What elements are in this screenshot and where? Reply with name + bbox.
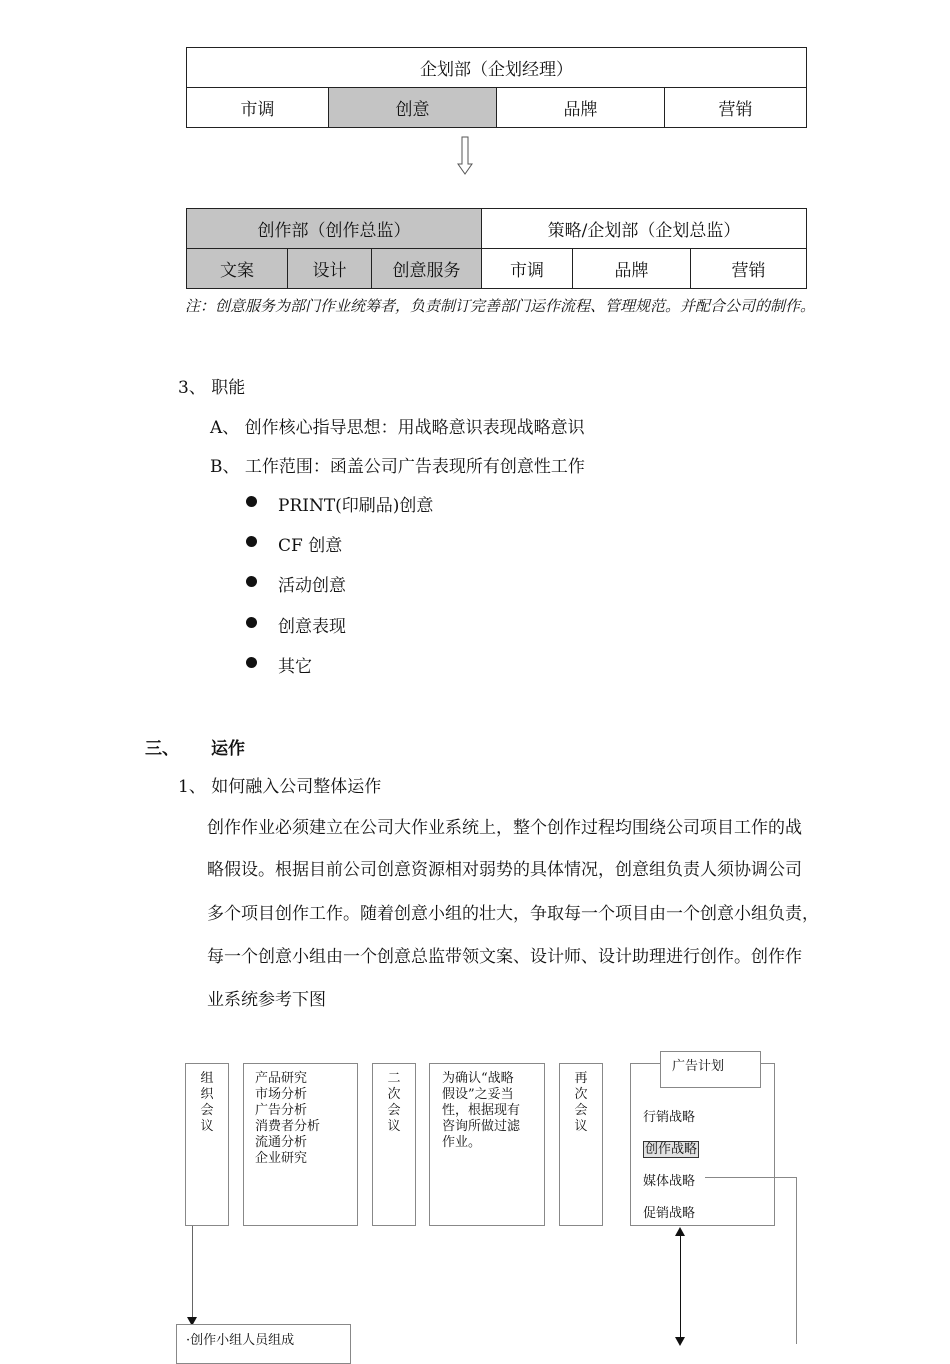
- org-cell-copywriting: 文案: [187, 249, 288, 289]
- subsection-title: 1、 如何融入公司整体运作: [178, 777, 382, 797]
- org-header-strategy: 策略/企划部（企划总监）: [482, 209, 807, 249]
- arrow-down-icon: [457, 136, 473, 176]
- org-cell-creative-service: 创意服务: [372, 249, 482, 289]
- item-b: B、 工作范围：函盖公司广告表现所有创意性工作: [210, 457, 585, 477]
- flow-label-team: ·创作小组人员组成: [186, 1333, 295, 1348]
- org-cell-marketing: 营销: [691, 249, 807, 289]
- flow-connector: [192, 1226, 193, 1318]
- bullet-icon: [246, 617, 257, 628]
- paragraph-line: 业系统参考下图: [207, 990, 326, 1010]
- flow-connector: [796, 1177, 797, 1344]
- flow-connector: [680, 1235, 681, 1338]
- org-table-creative: [186, 208, 807, 289]
- paragraph-line: 每一个创意小组由一个创意总监带领文案、设计师、设计助理进行创作。创作作: [207, 947, 802, 967]
- bullet-item: CF 创意: [278, 536, 343, 556]
- section-title: 3、 职能: [178, 378, 246, 398]
- org-cell-marketing: 营销: [665, 88, 807, 128]
- org-header-creative: 创作部（创作总监）: [187, 209, 482, 249]
- flow-label-plan-title: 广告计划: [672, 1059, 725, 1074]
- flow-plan-items: 行销战略 创作战略 媒体战略 促销战略: [643, 1110, 698, 1221]
- flow-label-research: 产品研究 市场分析 广告分析 消费者分析 流通分析 企业研究: [255, 1071, 321, 1166]
- item-a: A、 创作核心指导思想：用战略意识表现战略意识: [210, 418, 585, 438]
- paragraph-line: 略假设。根据目前公司创意资源相对弱势的具体情况，创意组负责人须协调公司: [207, 860, 802, 880]
- org-cell-research: 市调: [482, 249, 573, 289]
- bullet-icon: [246, 496, 257, 507]
- org-cell-research: 市调: [187, 88, 329, 128]
- table-note: 注：创意服务为部门作业统筹者，负责制订完善部门运作流程、管理规范。并配合公司的制作。: [185, 297, 816, 315]
- org-cell-brand: 品牌: [573, 249, 691, 289]
- bullet-item: 创意表现: [278, 617, 346, 637]
- bullet-icon: [246, 576, 257, 587]
- org-table-planning: [186, 47, 807, 128]
- bullet-icon: [246, 657, 257, 668]
- org-cell-brand: 品牌: [497, 88, 665, 128]
- bullet-item: 活动创意: [278, 576, 346, 596]
- bullet-icon: [246, 536, 257, 547]
- flow-label-filter: 为确认“战略 假设”之妥当 性，根据现有 咨询所做过滤 作业。: [442, 1071, 521, 1150]
- chapter-title: 运作: [211, 739, 245, 759]
- bullet-item: 其它: [278, 657, 312, 677]
- flow-label-third-meeting: 再 次 会 议: [574, 1071, 588, 1134]
- org-cell-creative: 创意: [329, 88, 497, 128]
- arrow-down-icon: [675, 1337, 685, 1346]
- flow-connector: [705, 1177, 797, 1178]
- flow-label-second-meeting: 二 次 会 议: [387, 1071, 401, 1134]
- flow-plan-item-highlighted: 创作战略: [645, 1142, 698, 1157]
- org-cell-design: 设计: [288, 249, 372, 289]
- org-header-planning: 企划部（企划经理）: [187, 48, 807, 88]
- paragraph-line: 创作作业必须建立在公司大作业系统上，整个创作过程均围绕公司项目工作的战: [207, 818, 802, 838]
- flow-label-org-meeting: 组 织 会 议: [200, 1071, 214, 1134]
- paragraph-line: 多个项目创作工作。随着创意小组的壮大，争取每一个项目由一个创意小组负责，: [207, 904, 819, 924]
- bullet-item: PRINT(印刷品)创意: [278, 496, 434, 516]
- chapter-number: 三、: [145, 739, 179, 759]
